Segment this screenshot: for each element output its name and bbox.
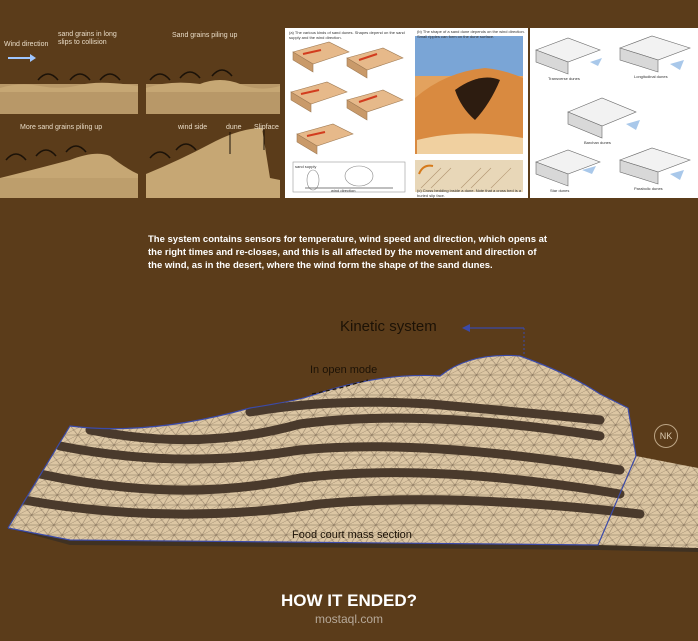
- watermark: mostaql.com: [314, 612, 384, 626]
- caption-c: (c) Cross bedding inside a dune. Note that a cross bed is a buried slip face.: [417, 188, 522, 198]
- dune-types-textbook-figure: [285, 28, 528, 198]
- more-sand-grains-label: More sand grains piling up: [20, 124, 103, 131]
- kinetic-mesh-model: [0, 300, 698, 560]
- kinetic-system-label: Kinetic system: [340, 318, 437, 335]
- barchan-label: Barchan dunes: [584, 140, 611, 145]
- caption-b: (b) The shape of a sand dune depends on the wind direction. Small ripples can form on the dune surface.: [417, 29, 525, 39]
- longitudinal-label: Longitudinal dunes: [634, 74, 668, 79]
- wind-direction-caption: wind direction: [331, 188, 356, 193]
- section-heading: HOW IT ENDED?: [281, 591, 417, 610]
- slipface-label: Slipface: [254, 124, 279, 131]
- food-court-section-label: Food court mass section: [292, 529, 412, 541]
- system-description: The system contains sensors for temperature, wind speed and direction, which opens at the right times and re-closes, and this is all affected by the movement and direction of the wind, as in the desert, where the wind form the shape of the sand dunes.: [148, 234, 548, 271]
- open-mode-label: In open mode: [310, 364, 378, 376]
- star-label: Star dunes: [550, 188, 570, 193]
- sand-grains-bouncing-label: sand grains in long slips to collision: [58, 31, 117, 46]
- sand-supply-caption: sand supply: [295, 164, 317, 169]
- dune-types-blocks: [530, 28, 698, 198]
- wind-side-label: wind side: [178, 124, 208, 131]
- nk-logo: NK: [654, 424, 678, 448]
- transverse-label: Transverse dunes: [548, 76, 580, 81]
- wind-direction-label: Wind direction: [4, 41, 49, 48]
- caption-a: (a) The various kinds of sand dunes. Shapes depend on the sand supply and the wind direction.: [289, 30, 405, 40]
- sand-grains-piling-label: Sand grains piling up: [172, 32, 238, 39]
- dune-formation-diagram: [0, 28, 282, 198]
- dune-label: dune: [226, 124, 242, 131]
- parabolic-label: Parabolic dunes: [634, 186, 663, 191]
